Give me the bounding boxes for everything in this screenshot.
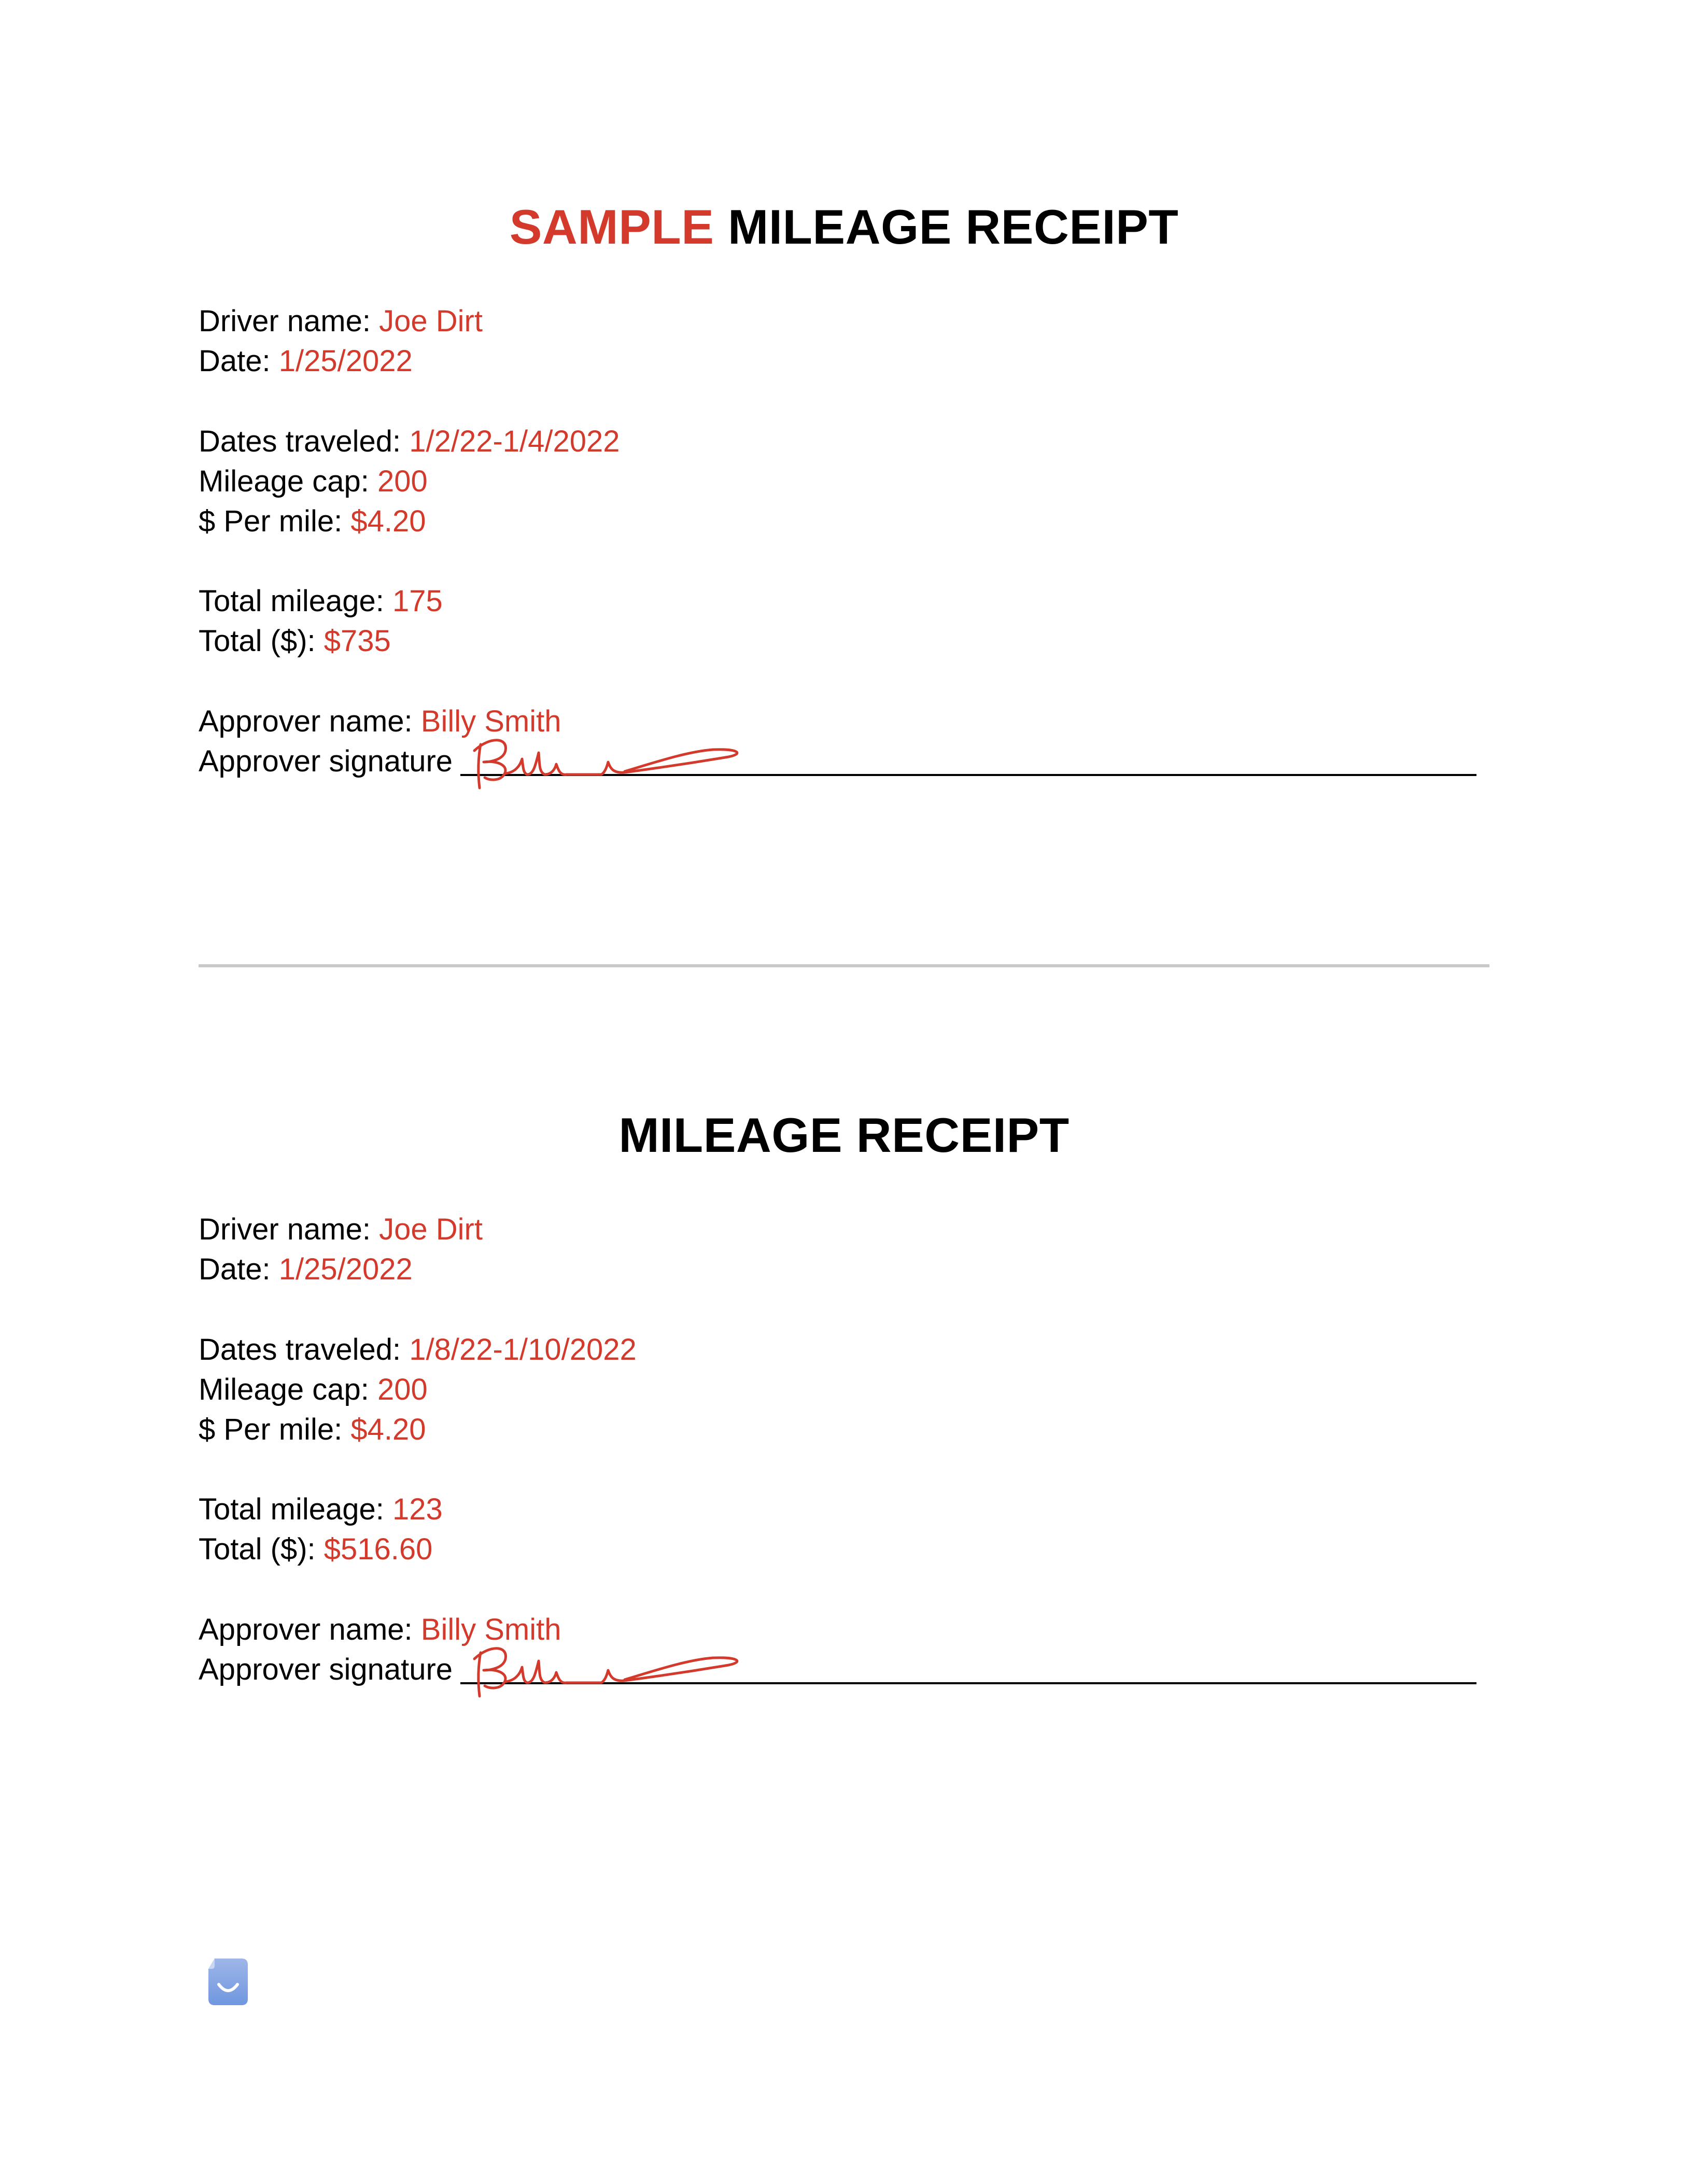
section-divider — [199, 964, 1489, 967]
dates-traveled-field — [199, 1332, 637, 1368]
date-label: Date: — [199, 344, 271, 378]
dates-traveled-value: 1/2/22-1/4/2022 — [409, 425, 620, 458]
total-amount-label: Total ($): — [199, 1532, 316, 1566]
driver-name-field — [199, 303, 483, 340]
per-mile-field — [199, 1412, 426, 1448]
total-amount-field — [199, 1531, 432, 1568]
total-mileage-label: Total mileage: — [199, 584, 384, 618]
signature-scribble — [469, 730, 749, 792]
total-amount-value: $735 — [323, 624, 391, 658]
approver-name-label: Approver name: — [199, 1613, 413, 1646]
dates-traveled-label: Dates traveled: — [199, 1333, 401, 1366]
title-text: MILEAGE RECEIPT — [618, 1108, 1070, 1162]
driver-name-value: Joe Dirt — [379, 304, 483, 338]
per-mile-label: $ Per mile: — [199, 1413, 343, 1446]
mileage-cap-label: Mileage cap: — [199, 1373, 369, 1406]
mileage-cap-label: Mileage cap: — [199, 464, 369, 498]
dates-traveled-field — [199, 424, 620, 460]
per-mile-label: $ Per mile: — [199, 504, 343, 538]
total-mileage-value: 123 — [392, 1492, 443, 1526]
total-mileage-label: Total mileage: — [199, 1492, 384, 1526]
mileage-cap-value: 200 — [377, 464, 428, 498]
per-mile-value: $4.20 — [350, 1413, 426, 1446]
approver-name-value: Billy Smith — [420, 704, 561, 738]
signature-scribble — [469, 1638, 749, 1700]
date-field — [199, 1251, 413, 1288]
per-mile-value: $4.20 — [350, 504, 426, 538]
approver-signature-label: Approver signature — [199, 744, 453, 778]
dates-traveled-label: Dates traveled: — [199, 425, 401, 458]
mileage-cap-field — [199, 1372, 428, 1408]
total-mileage-value: 175 — [392, 584, 443, 618]
document-smile-icon — [207, 1957, 249, 2006]
driver-name-label: Driver name: — [199, 304, 371, 338]
mileage-cap-field — [199, 463, 428, 500]
date-value: 1/25/2022 — [278, 344, 413, 378]
driver-name-field — [199, 1211, 483, 1248]
receipt-title — [0, 199, 1688, 256]
driver-name-label: Driver name: — [199, 1213, 371, 1246]
total-mileage-field — [199, 1491, 443, 1528]
approver-signature-label: Approver signature — [199, 1653, 453, 1686]
date-label: Date: — [199, 1252, 271, 1286]
approver-name-label: Approver name: — [199, 704, 413, 738]
per-mile-field — [199, 503, 426, 540]
approver-name-value: Billy Smith — [420, 1613, 561, 1646]
mileage-cap-value: 200 — [377, 1373, 428, 1406]
title-text: MILEAGE RECEIPT — [728, 200, 1179, 254]
dates-traveled-value: 1/8/22-1/10/2022 — [409, 1333, 637, 1366]
receipt-title — [0, 1107, 1688, 1164]
total-amount-field — [199, 623, 391, 659]
date-value: 1/25/2022 — [278, 1252, 413, 1286]
total-amount-value: $516.60 — [323, 1532, 433, 1566]
sample-label: SAMPLE — [509, 200, 714, 254]
total-amount-label: Total ($): — [199, 624, 316, 658]
driver-name-value: Joe Dirt — [379, 1213, 483, 1246]
total-mileage-field — [199, 583, 443, 619]
date-field — [199, 343, 413, 379]
